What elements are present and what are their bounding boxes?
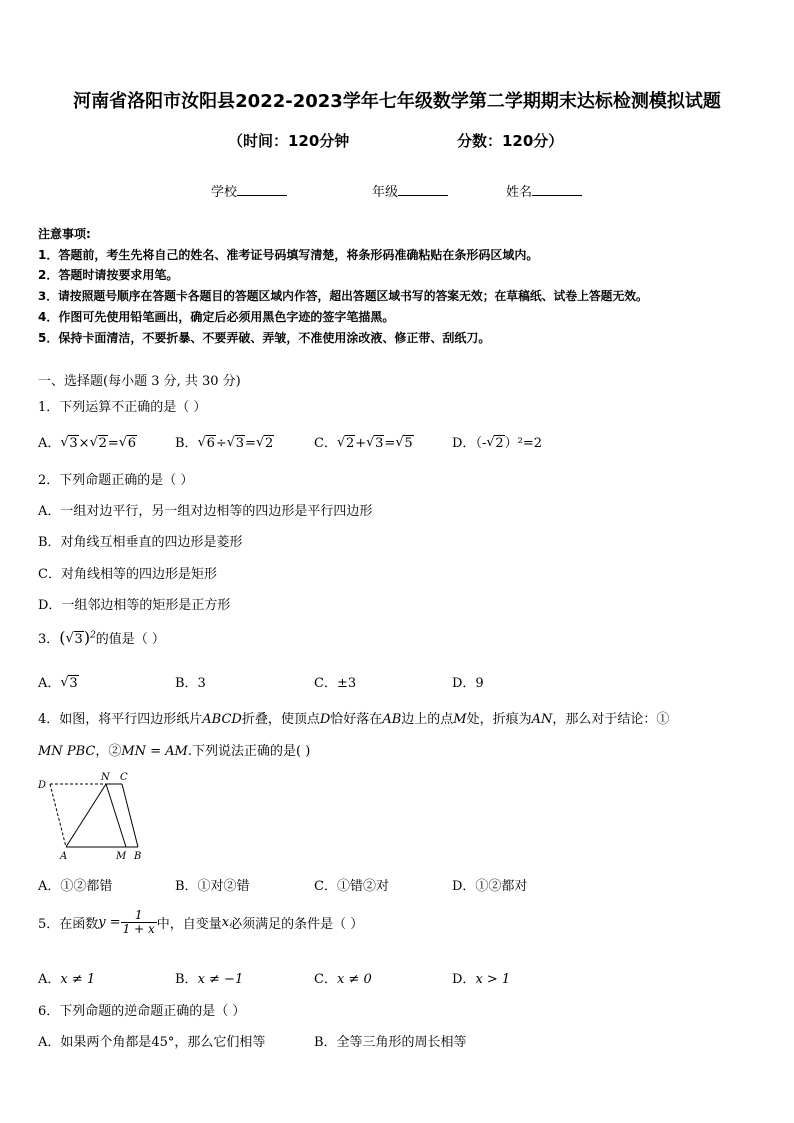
grade-field <box>372 181 448 200</box>
notes-heading: 注意事项: <box>38 227 91 241</box>
q4-option-b: B．①对②错 <box>175 879 250 894</box>
q1-option-d: D．（-√ 2）²=2 <box>452 432 542 451</box>
q5-option-b: B．x ≠ −1 <box>175 972 244 987</box>
q3-option-a: A．√ 3 <box>38 672 79 691</box>
q5-option-d: D．x > 1 <box>452 972 511 987</box>
note-item: 2．答题时请按要求用笔。 <box>38 268 179 282</box>
q2-option-a: A．一组对边平行，另一组对边相等的四边形是平行四边形 <box>38 504 373 519</box>
note-item: 1．答题前，考生先将自己的姓名、准考证号码填写清楚，将条形码准确粘贴在条形码区域内。 <box>38 248 539 262</box>
figure-label-c: C <box>120 772 128 783</box>
q2-option-d: D．一组邻边相等的矩形是正方形 <box>38 598 231 613</box>
grade-label: 年级 <box>372 185 399 200</box>
figure-edge-nm <box>106 784 126 847</box>
figure-edge-cb <box>122 784 138 847</box>
name-label: 姓名 <box>506 185 533 200</box>
figure-label-n: N <box>101 772 110 783</box>
figure-crease-an <box>66 784 106 847</box>
q1-option-a: A．√ 3×√ 2=√ 6 <box>38 432 137 451</box>
school-blank <box>237 183 287 196</box>
figure-label-d: D <box>38 780 47 791</box>
note-item: 5．保持卡面清洁，不要折暴、不要弄破、弄皱，不准使用涂改液、修正带、刮纸刀。 <box>38 331 491 345</box>
exam-score: 分数：120分） <box>457 132 564 150</box>
q3-option-d: D．9 <box>452 676 484 691</box>
name-blank <box>532 183 582 196</box>
q6-option-b: B．全等三角形的周长相等 <box>314 1035 467 1050</box>
question-5-stem: 5．在函数y = $\frac{1}{1 + x}$ 中，自变量x必须满足的条件是（ ） <box>38 908 364 936</box>
q3-option-b: B．3 <box>175 676 206 691</box>
parallelogram-figure <box>34 770 154 862</box>
q2-option-b: B．对角线互相垂直的四边形是菱形 <box>38 535 243 550</box>
q5-option-c: C．x ≠ 0 <box>314 972 372 987</box>
figure-edge-da <box>50 784 66 847</box>
question-6-stem: 6．下列命题的逆命题正确的是（ ） <box>38 1004 246 1019</box>
grade-blank <box>398 183 448 196</box>
note-item: 4．作图可先使用铅笔画出，确定后必须用黑色字迹的签字笔描黑。 <box>38 310 395 324</box>
question-2-stem: 2．下列命题正确的是（ ） <box>38 473 194 488</box>
question-4-line-2: MN PBC，②MN = AM.下列说法正确的是( ) <box>38 744 311 759</box>
q4-option-c: C．①错②对 <box>314 879 389 894</box>
q6-option-a: A．如果两个角都是45°，那么它们相等 <box>38 1035 266 1050</box>
school-label: 学校 <box>211 185 238 200</box>
q4-option-d: D．①②都对 <box>452 879 528 894</box>
question-1-stem: 1．下列运算不正确的是（ ） <box>38 400 207 415</box>
note-item: 3．请按照题号顺序在答题卡各题目的答题区域内作答，超出答题区域书写的答案无效；在草稿纸、试卷上答题无效。 <box>38 289 648 303</box>
q5-option-a: A．x ≠ 1 <box>38 972 96 987</box>
q3-option-c: C．±3 <box>314 676 357 691</box>
question-4-line-1: 4．如图，将平行四边形纸片ABCD折叠，使顶点D恰好落在AB边上的点M处，折痕为AN，那么对于结论：① <box>38 712 670 727</box>
q4-option-a: A．①②都错 <box>38 879 113 894</box>
question-3-stem: 3．(√ 3)$^2$的值是（ ） <box>38 628 165 647</box>
figure-label-b: B <box>134 851 142 862</box>
figure-label-m: M <box>116 851 127 862</box>
q1-option-b: B．√ 6÷√ 3=√ 2 <box>175 432 274 451</box>
name-field <box>506 181 582 200</box>
page-title: 河南省洛阳市汝阳县2022-2023学年七年级数学第二学期期末达标检测模拟试题 <box>73 91 721 112</box>
q2-option-c: C．对角线相等的四边形是矩形 <box>38 567 217 582</box>
q1-option-c: C．√ 2+√ 3=√ 5 <box>314 432 414 451</box>
section-heading: 一、选择题(每小题 3 分, 共 30 分) <box>38 374 241 389</box>
school-field <box>211 181 287 200</box>
figure-label-a: A <box>60 851 68 862</box>
exam-time: （时间：120分钟 <box>228 132 350 150</box>
